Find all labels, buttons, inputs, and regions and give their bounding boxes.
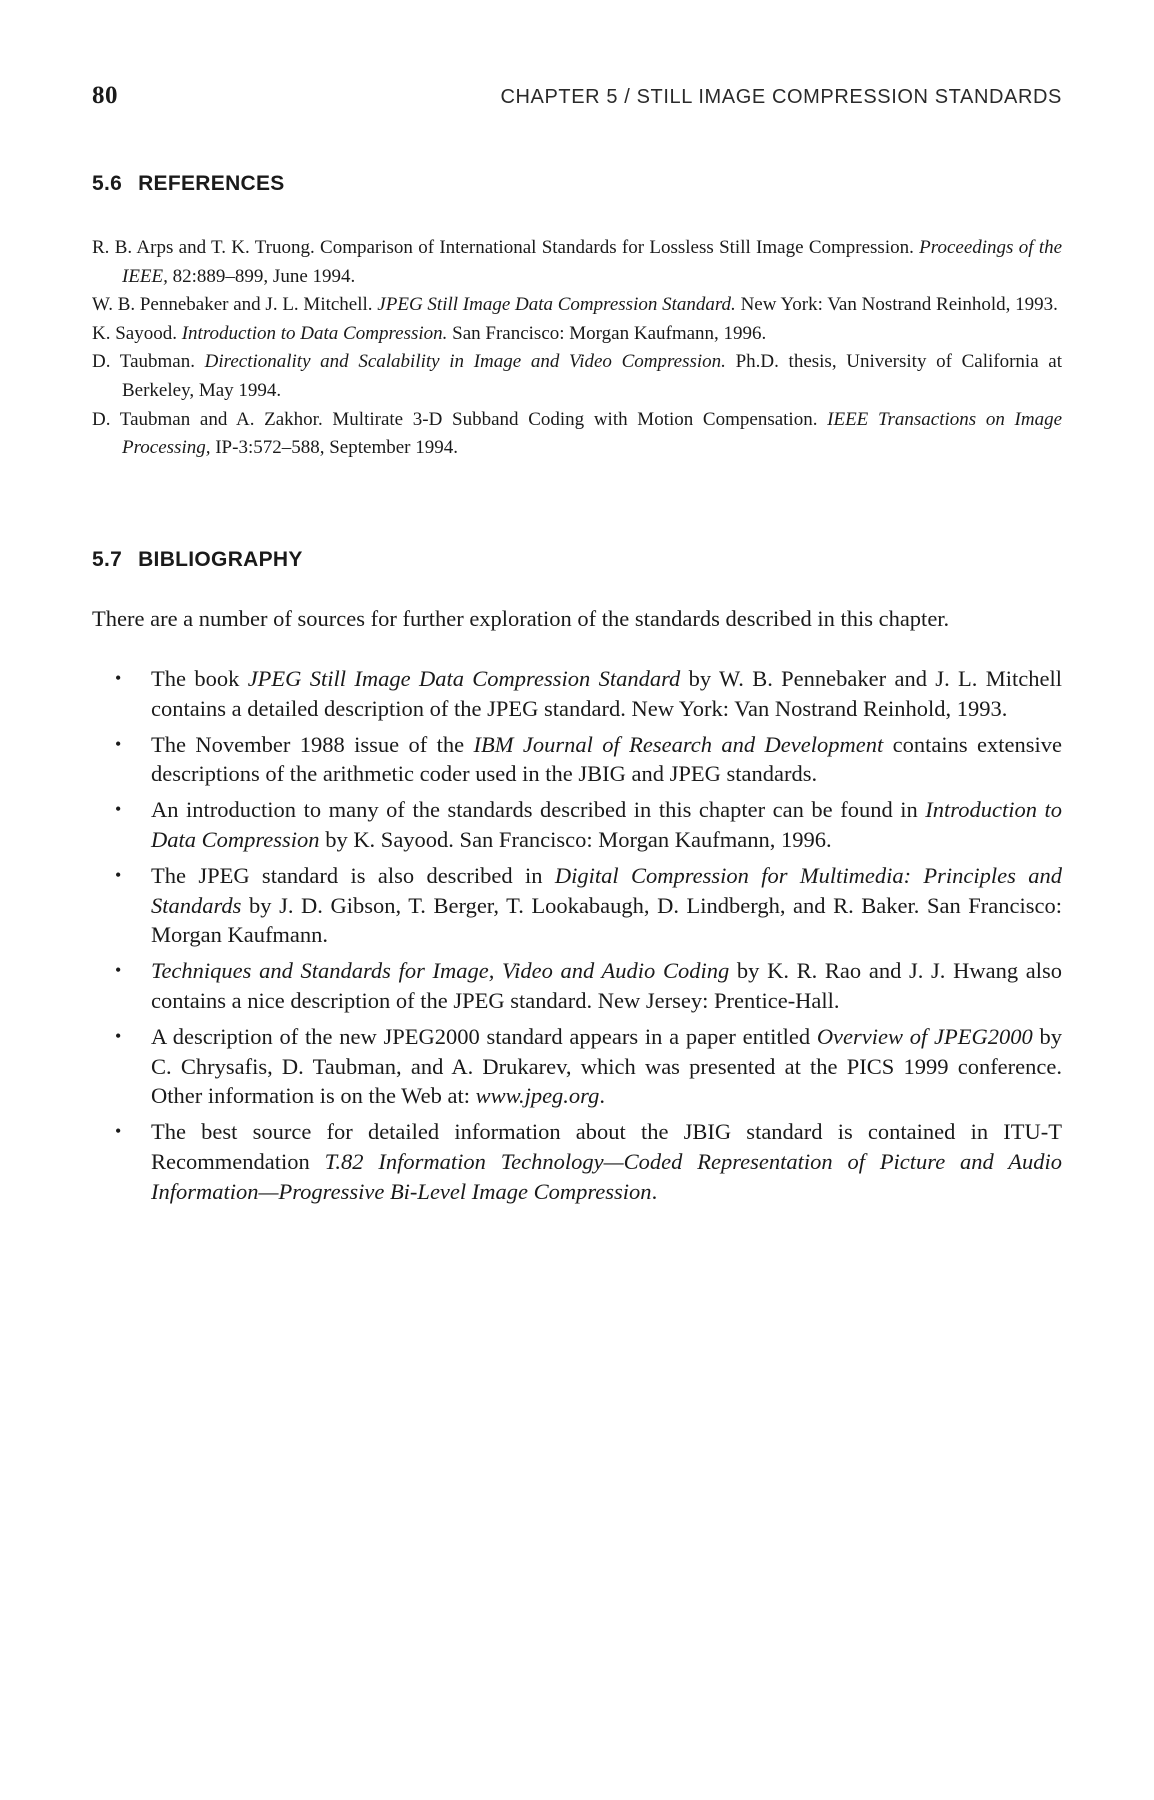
section-number: 5.7: [92, 548, 123, 571]
section-title: REFERENCES: [138, 172, 285, 195]
bullet-icon: •: [115, 799, 122, 820]
bullet-icon: •: [115, 1025, 122, 1046]
page-number: 80: [92, 82, 118, 109]
reference-item: K. Sayood. Introduction to Data Compression. San Francisco: Morgan Kaufmann, 1996.: [92, 322, 767, 344]
bibliography-heading: [92, 548, 303, 572]
references-heading: [92, 172, 285, 196]
chapter-title: CHAPTER 5 / STILL IMAGE COMPRESSION STANDARDS: [500, 86, 1062, 108]
bibliography-item: • An introduction to many of the standards described in this chapter can be found in Introduction to Data Compression by K. Sayood. San Francisco: Morgan Kaufmann, 1996.: [115, 797, 1063, 852]
bullet-icon: •: [115, 733, 122, 754]
bibliography-item: • The JPEG standard is also described in Digital Compression for Multimedia: Principles and Standards by J. D. Gibson, T. Berger, T. Lookabaugh, D. Lindbergh, and R. Baker. San Francisco: Morgan Kaufmann.: [115, 862, 1062, 948]
bibliography-item: • The book JPEG Still Image Data Compression Standard by W. B. Pennebaker and J. L. Mitchell contains a detailed description of the JPEG standard. New York: Van Nostrand Reinhold, 1993.: [115, 666, 1062, 721]
reference-item: D. Taubman. Directionality and Scalability in Image and Video Compression. Ph.D. thesis, University of California at Berkeley, May 1994.: [92, 351, 1062, 401]
bibliography-item: • Techniques and Standards for Image, Video and Audio Coding by K. R. Rao and J. J. Hwang also contains a nice description of the JPEG standard. New Jersey: Prentice-Hall.: [115, 958, 1062, 1013]
bibliography-item: • The November 1988 issue of the IBM Journal of Research and Development contains extensive descriptions of the arithmetic coder used in the JBIG and JPEG standards.: [115, 731, 1062, 787]
reference-item: W. B. Pennebaker and J. L. Mitchell. JPEG Still Image Data Compression Standard. New York: Van Nostrand Reinhold, 1993.: [92, 294, 1058, 316]
bibliography-intro: There are a number of sources for further exploration of the standards described in this chapter.: [92, 606, 950, 631]
references-list: [92, 234, 1062, 463]
bibliography-item: • The best source for detailed information about the JBIG standard is contained in ITU-T Recommendation T.82 Information Technology—Coded Representation of Picture and Audio Information—Progressive Bi-Level Image Compression.: [115, 1119, 1062, 1204]
section-title: BIBLIOGRAPHY: [138, 548, 303, 571]
bullet-icon: •: [115, 864, 122, 885]
reference-item: R. B. Arps and T. K. Truong. Comparison of International Standards for Lossless Still Image Compression. Proceedings of the IEEE, 82:889–899, June 1994.: [92, 237, 1063, 287]
bullet-icon: •: [115, 1121, 122, 1142]
reference-item: D. Taubman and A. Zakhor. Multirate 3-D Subband Coding with Motion Compensation. IEEE Transactions on Image Processing, IP-3:572–588, September 1994.: [92, 408, 1063, 459]
bullet-icon: •: [115, 960, 122, 981]
jpeg-web-link: www.jpeg.org: [475, 1083, 600, 1109]
section-number: 5.6: [92, 172, 123, 195]
running-head: [92, 82, 1062, 116]
bullet-icon: •: [115, 668, 122, 688]
bibliography-list: [115, 664, 1062, 1213]
bibliography-item: • A description of the new JPEG2000 standard appears in a paper entitled Overview of JPEG2000 by C. Chrysafis, D. Taubman, and A. Drukarev, which was presented at the PICS 1999 conference. Other information is on the Web at: www.jpeg.org.: [115, 1023, 1062, 1109]
